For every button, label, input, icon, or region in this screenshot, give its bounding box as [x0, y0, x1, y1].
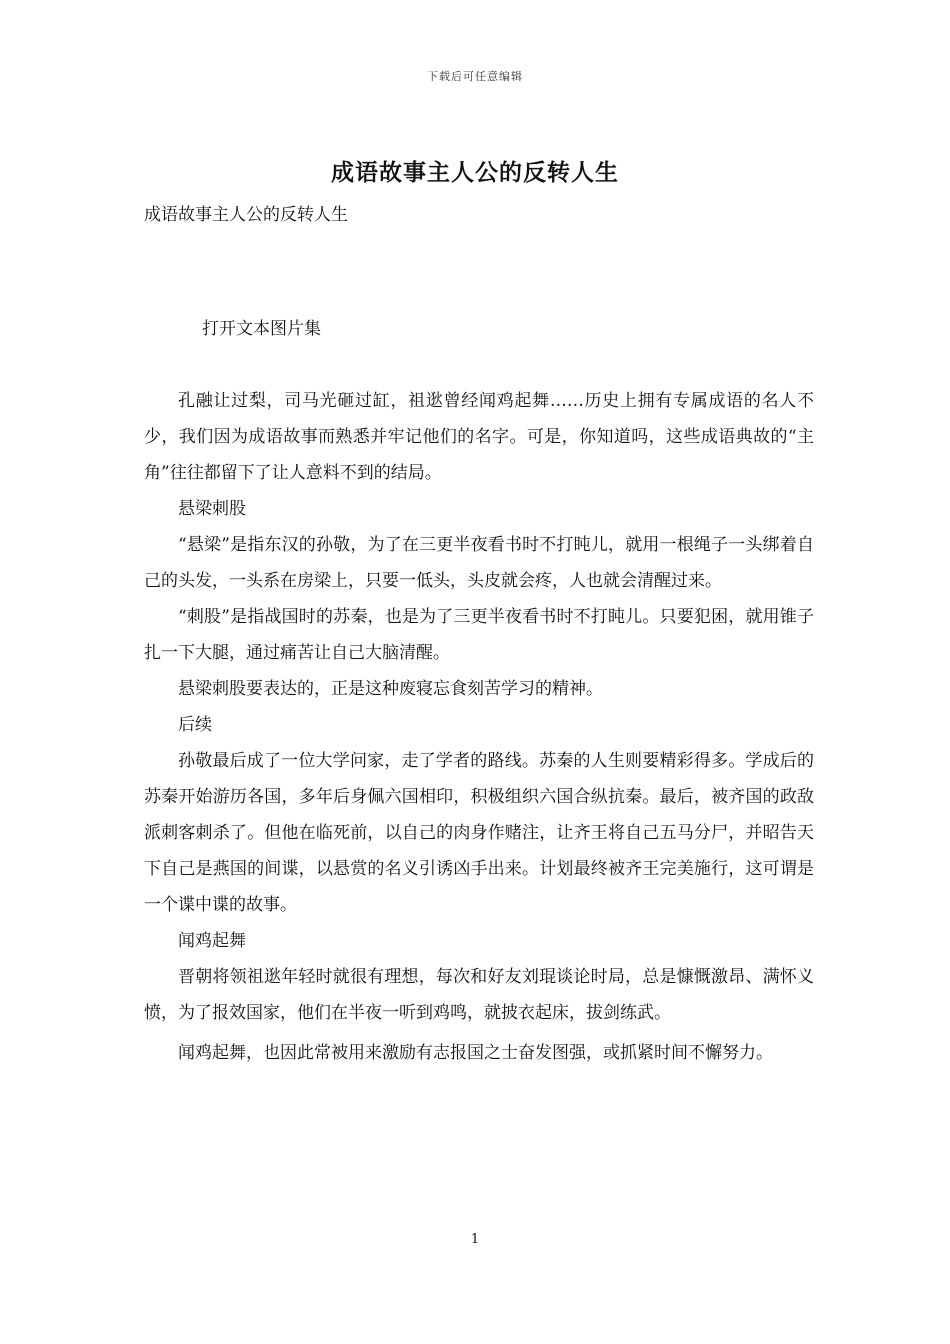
open-image-gallery-link[interactable]: 打开文本图片集 [202, 319, 321, 339]
article-body [144, 383, 814, 1071]
section-heading: 闻鸡起舞 [178, 931, 246, 951]
paragraph: “刺股”是指战国时的苏秦，也是为了三更半夜看书时不打盹儿。只要犯困，就用锥子扎一下大腿，通过痛苦让自己大脑清醒。 [144, 607, 814, 663]
paragraph: 孙敬最后成了一位大学问家，走了学者的路线。苏秦的人生则要精彩得多。学成后的苏秦开始游历各国，多年后身佩六国相印，积极组织六国合纵抗秦。最后，被齐国的政敌派刺客刺杀了。但他在临死前，以自己的肉身作赌注，让齐王将自己五马分尸，并昭告天下自己是燕国的间谍，以悬赏的名义引诱凶手出来。计划最终被齐王完美施行，这可谓是一个谍中谍的故事。 [144, 751, 814, 915]
paragraph: 悬梁刺股要表达的，正是这种废寝忘食刻苦学习的精神。 [178, 679, 603, 699]
section-heading: 悬梁刺股 [178, 499, 246, 519]
paragraph: 晋朝将领祖逖年轻时就很有理想，每次和好友刘琨谈论时局，总是慷慨激昂、满怀义愤，为了报效国家，他们在半夜一听到鸡鸣，就披衣起床，拔剑练武。 [144, 967, 814, 1023]
paragraph: “悬梁”是指东汉的孙敬，为了在三更半夜看书时不打盹儿，就用一根绳子一头绑着自己的头发，一头系在房梁上，只要一低头，头皮就会疼，人也就会清醒过来。 [144, 535, 814, 591]
document-title: 成语故事主人公的反转人生 [331, 159, 619, 186]
page-number: 1 [470, 1232, 480, 1247]
header-note: 下载后可任意编辑 [427, 70, 523, 83]
document-subtitle: 成语故事主人公的反转人生 [144, 205, 348, 225]
paragraph: 闻鸡起舞，也因此常被用来激励有志报国之士奋发图强，或抓紧时间不懈努力。 [178, 1043, 773, 1063]
paragraph-intro: 孔融让过梨，司马光砸过缸，祖逖曾经闻鸡起舞……历史上拥有专属成语的名人不少，我们因为成语故事而熟悉并牢记他们的名字。可是，你知道吗，这些成语典故的“主角”往往都留下了让人意料不到的结局。 [144, 391, 814, 483]
section-heading: 后续 [178, 715, 212, 735]
